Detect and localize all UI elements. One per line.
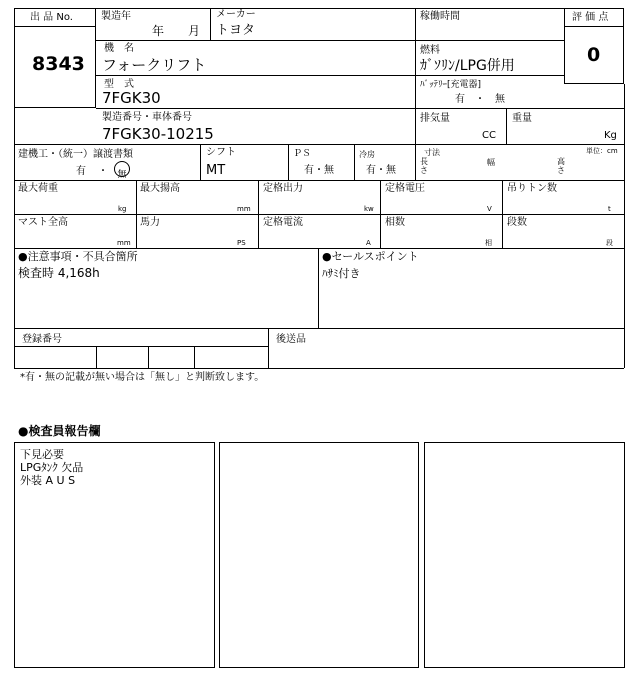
hp-unit: PS bbox=[237, 239, 246, 247]
caution-label: ●注意事項・不具合箇所 bbox=[18, 250, 138, 263]
steps-label: 段数 bbox=[507, 217, 527, 228]
dims-label: 寸法 bbox=[424, 148, 440, 157]
sales-point-label: ●セールスポイント bbox=[322, 250, 419, 263]
max-load-unit: kg bbox=[118, 205, 127, 213]
maker-label: メーカー bbox=[216, 9, 256, 20]
grid-line bbox=[14, 108, 15, 144]
grid-line bbox=[624, 248, 625, 328]
grid-line bbox=[14, 368, 624, 369]
grid-line bbox=[14, 144, 624, 145]
rated-voltage-label: 定格電圧 bbox=[385, 183, 425, 194]
ac-options: 有・無 bbox=[366, 165, 396, 176]
rated-current-unit: A bbox=[366, 239, 371, 247]
ps-label: ＰＳ bbox=[293, 149, 312, 159]
transfer-docs-label: 建機工・（統一）譲渡書類 bbox=[18, 149, 133, 160]
grid-line bbox=[288, 144, 289, 180]
grid-line bbox=[624, 144, 625, 180]
inspector-box-2 bbox=[219, 442, 419, 668]
grid-line bbox=[415, 144, 416, 180]
grid-line bbox=[624, 328, 625, 368]
type-label: 型 式 bbox=[104, 79, 134, 90]
rating-value: 0 bbox=[587, 44, 601, 66]
width-label: 幅 bbox=[487, 158, 495, 167]
grid-line bbox=[96, 8, 564, 9]
item-no: 8343 bbox=[32, 53, 85, 75]
footnote: *有・無の記載が無い場合は「無し」と判断致します。 bbox=[20, 372, 265, 383]
rated-current-label: 定格電流 bbox=[263, 217, 303, 228]
battery-options: 有 ・ 無 bbox=[455, 94, 505, 105]
battery-label: ﾊﾞｯﾃﾘｰ[充電器] bbox=[420, 80, 482, 90]
mast-label: マスト全高 bbox=[18, 217, 68, 228]
model-name-label: 機 名 bbox=[104, 43, 134, 54]
grid-line bbox=[96, 346, 97, 368]
fuel-value: ｶﾞｿﾘﾝ/LPG併用 bbox=[420, 58, 515, 74]
rated-voltage-unit: V bbox=[487, 205, 492, 213]
length-label: 長さ bbox=[420, 157, 428, 175]
transfer-dot: ・ bbox=[98, 166, 108, 177]
rated-output-unit: kw bbox=[364, 205, 374, 213]
steps-unit: 段 bbox=[606, 239, 613, 247]
grid-line bbox=[14, 214, 624, 215]
mast-unit: mm bbox=[117, 239, 131, 247]
grid-line bbox=[14, 328, 624, 329]
serial-label: 製造番号・車体番号 bbox=[102, 112, 192, 123]
year-label: 製造年 bbox=[101, 11, 131, 22]
grid-line bbox=[624, 84, 625, 144]
inspector-line: 下見必要 bbox=[20, 448, 64, 461]
grid-line bbox=[136, 180, 137, 248]
accessories-label: 後送品 bbox=[276, 334, 306, 345]
item-no-divider bbox=[14, 26, 96, 27]
grid-line bbox=[14, 248, 15, 328]
inspector-line: 外装 A U S bbox=[20, 474, 76, 487]
grid-line bbox=[502, 180, 503, 248]
grid-line bbox=[194, 346, 195, 368]
grid-line bbox=[354, 144, 355, 180]
grid-line bbox=[96, 40, 564, 41]
grid-line bbox=[96, 75, 564, 76]
displacement-unit: CC bbox=[482, 130, 496, 141]
fuel-label: 燃料 bbox=[420, 45, 440, 56]
grid-line bbox=[14, 346, 268, 347]
max-load-label: 最大荷重 bbox=[18, 183, 58, 194]
grid-line bbox=[200, 144, 201, 180]
grid-line bbox=[258, 180, 259, 248]
inspector-line: LPGﾀﾝｸ 欠品 bbox=[20, 461, 84, 474]
grid-line bbox=[14, 180, 624, 181]
grid-line bbox=[14, 144, 15, 180]
type-value: 7FGK30 bbox=[102, 89, 161, 107]
sales-point-text: ﾊｻﾐ付き bbox=[322, 267, 361, 280]
serial-value: 7FGK30-10215 bbox=[102, 125, 214, 143]
weight-unit: Kg bbox=[604, 130, 617, 141]
transfer-no-circled bbox=[114, 161, 130, 180]
shift-label: シフト bbox=[206, 147, 236, 158]
inspector-title: ●検査員報告欄 bbox=[18, 424, 101, 438]
model-name: フォークリフト bbox=[102, 56, 207, 74]
grid-line bbox=[318, 248, 319, 328]
dims-unit: 単位：cm bbox=[586, 147, 618, 155]
shift-value: MT bbox=[206, 163, 226, 178]
transfer-no: 無 bbox=[117, 170, 127, 180]
rating-label: 評 価 点 bbox=[572, 12, 609, 23]
grid-line bbox=[268, 328, 269, 368]
displacement-label: 排気量 bbox=[420, 113, 450, 124]
grid-line bbox=[96, 108, 624, 109]
weight-label: 重量 bbox=[512, 113, 532, 124]
height-label: 高さ bbox=[557, 157, 565, 175]
registration-label: 登録番号 bbox=[22, 334, 62, 345]
grid-line bbox=[148, 346, 149, 368]
grid-line bbox=[380, 180, 381, 248]
hours-label: 稼働時間 bbox=[420, 11, 460, 22]
rated-output-label: 定格出力 bbox=[263, 183, 303, 194]
grid-line bbox=[624, 180, 625, 248]
item-no-label: 出 品 No. bbox=[30, 12, 73, 23]
inspector-box-3 bbox=[424, 442, 625, 668]
phase-unit: 相 bbox=[485, 239, 492, 247]
grid-line bbox=[14, 180, 15, 248]
grid-line bbox=[506, 108, 507, 144]
grid-line bbox=[210, 8, 211, 40]
max-lift-label: 最大揚高 bbox=[140, 183, 180, 194]
grid-line bbox=[415, 8, 416, 144]
year-month: 年 月 bbox=[152, 24, 201, 38]
max-lift-unit: mm bbox=[237, 205, 251, 213]
rating-divider bbox=[564, 26, 624, 27]
hoist-label: 吊りトン数 bbox=[507, 183, 557, 194]
grid-line bbox=[14, 328, 15, 368]
ps-options: 有・無 bbox=[304, 165, 334, 176]
caution-text: 検査時 4,168h bbox=[18, 266, 100, 280]
hoist-unit: t bbox=[608, 205, 611, 213]
hp-label: 馬力 bbox=[140, 217, 160, 228]
phase-label: 相数 bbox=[385, 217, 405, 228]
maker-value: トヨタ bbox=[216, 23, 256, 38]
transfer-yes: 有 bbox=[76, 166, 86, 177]
grid-line bbox=[14, 248, 624, 249]
ac-label: 冷房 bbox=[359, 150, 375, 159]
